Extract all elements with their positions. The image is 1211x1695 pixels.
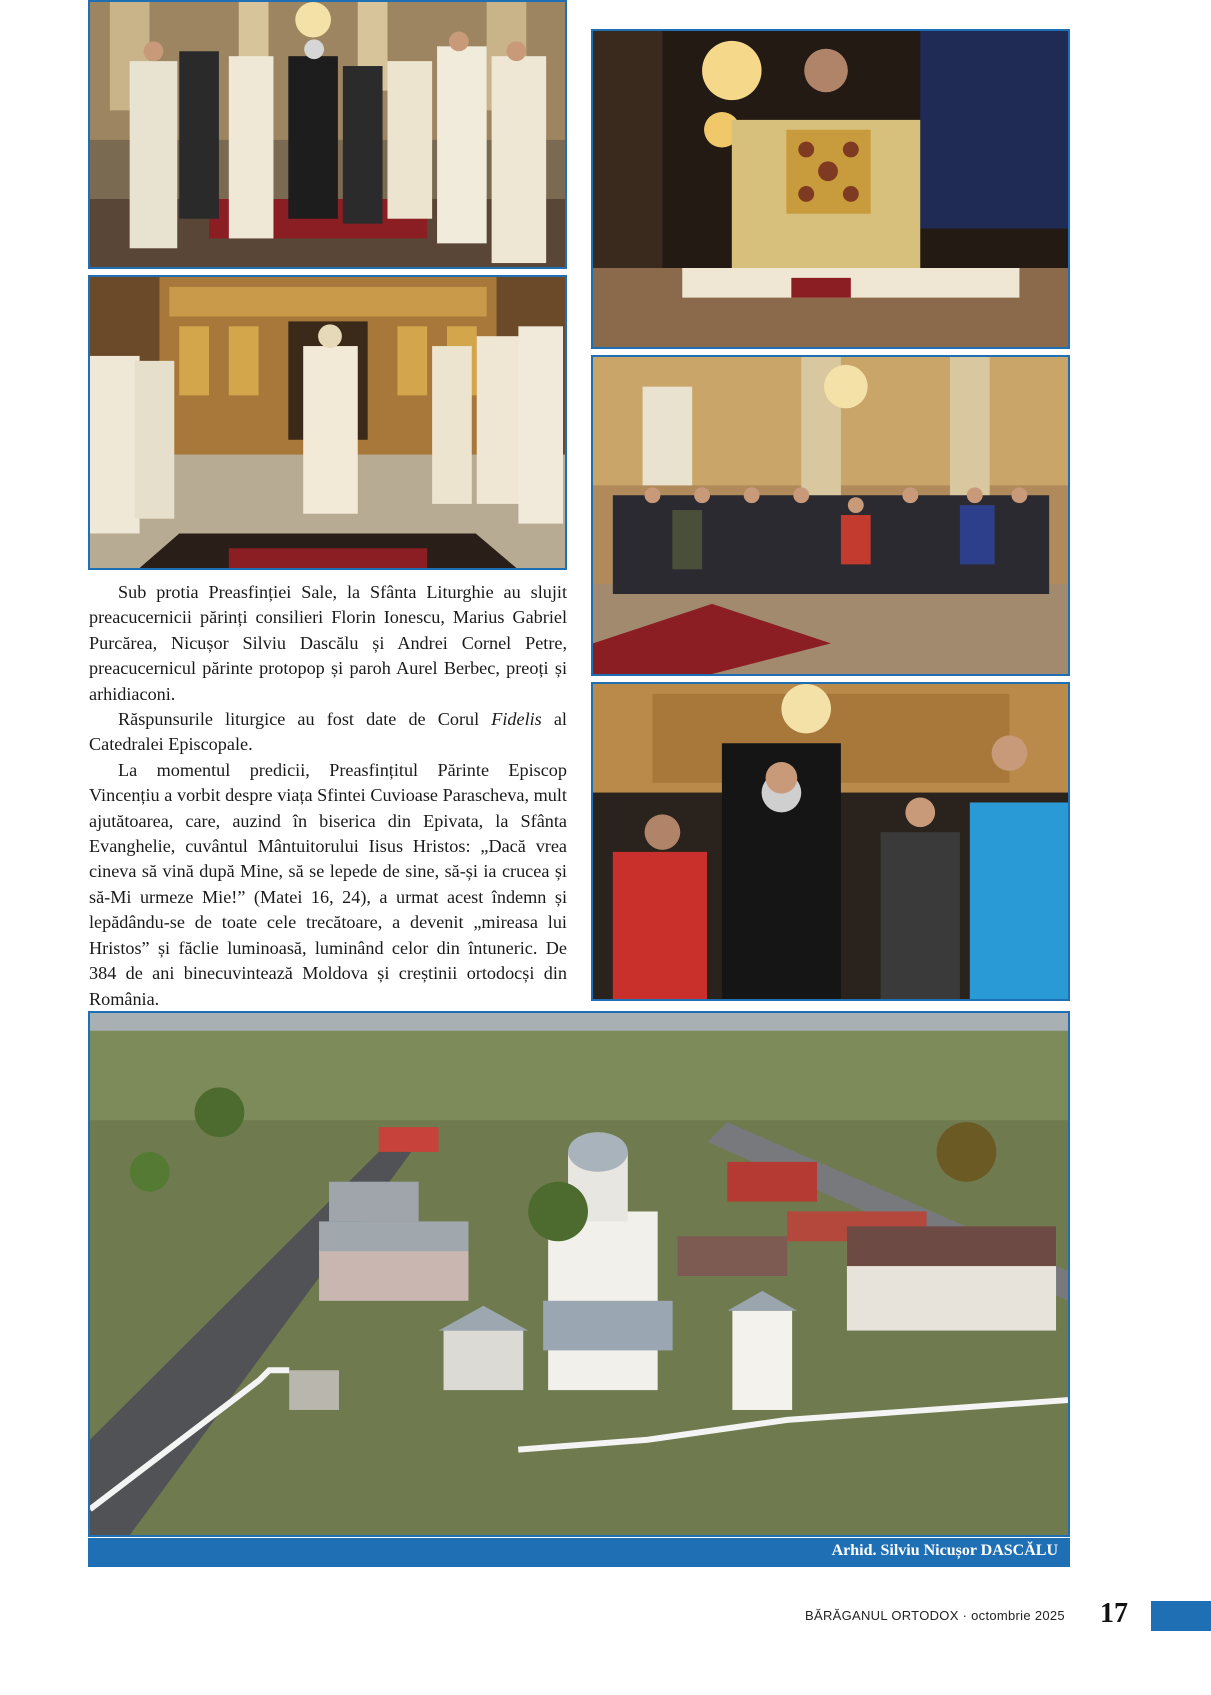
article-text: al Catedralei Episcopale. — [89, 709, 567, 755]
page-number: 17 — [1100, 1598, 1128, 1629]
article-paragraph — [89, 707, 567, 758]
photo-credit: Arhid. Silviu Nicușor DASCĂLU — [831, 1542, 1058, 1559]
iconostasis-photo — [88, 275, 567, 570]
article-text: Răspunsurile liturgice au fost date de Corul — [118, 709, 492, 730]
bishop-with-youth-photo — [591, 682, 1070, 1001]
article-paragraph: La momentul predicii, Preasfințitul Părinte Episcop Vincențiu a vorbit despre viața Sfintei Cuvioase Parascheva, mult ajutătoarea, care, auzind în biserica din Epivata, la Sfânta Evanghelie, cuvântul Mântuitorului Iisus Hristos: „Dacă vrea cineva să vină după Mine, să se lepede de sine, să-și ia crucea și să-Mi urmeze Mie!” (Matei 16, 24), a urmat acest îndemn și lepădându-se de toate cele trecătoare, a devenit „mireasa lui Hristos” și făclie luminoasă, luminând celor din întuneric. De 384 de ani binecuvintează Moldova și creștinii ortodocși din România. — [89, 759, 567, 1009]
youth-in-church-photo — [591, 355, 1070, 676]
photo-credit-bar — [88, 1538, 1070, 1567]
article-body — [89, 580, 567, 1012]
publication-footer: BĂRĂGANUL ORTODOX · octombrie 2025 — [805, 1608, 1065, 1623]
clergy-group-photo — [88, 0, 567, 269]
aerial-village-church-photo — [88, 1011, 1070, 1537]
choir-name: Fidelis — [491, 709, 542, 730]
priest-with-gospel-photo — [591, 29, 1070, 349]
article-paragraph: Sub protia Preasfinției Sale, la Sfânta Liturghie au slujit preacucernicii părinți consilieri Florin Ionescu, Marius Gabriel Purcărea, Nicușor Silviu Dascălu și Andrei Cornel Petre, preacucernicul părinte protopop și paroh Aurel Berbec, preoți și arhidiaconi. — [89, 582, 567, 704]
footer-accent-bar — [1151, 1601, 1211, 1631]
